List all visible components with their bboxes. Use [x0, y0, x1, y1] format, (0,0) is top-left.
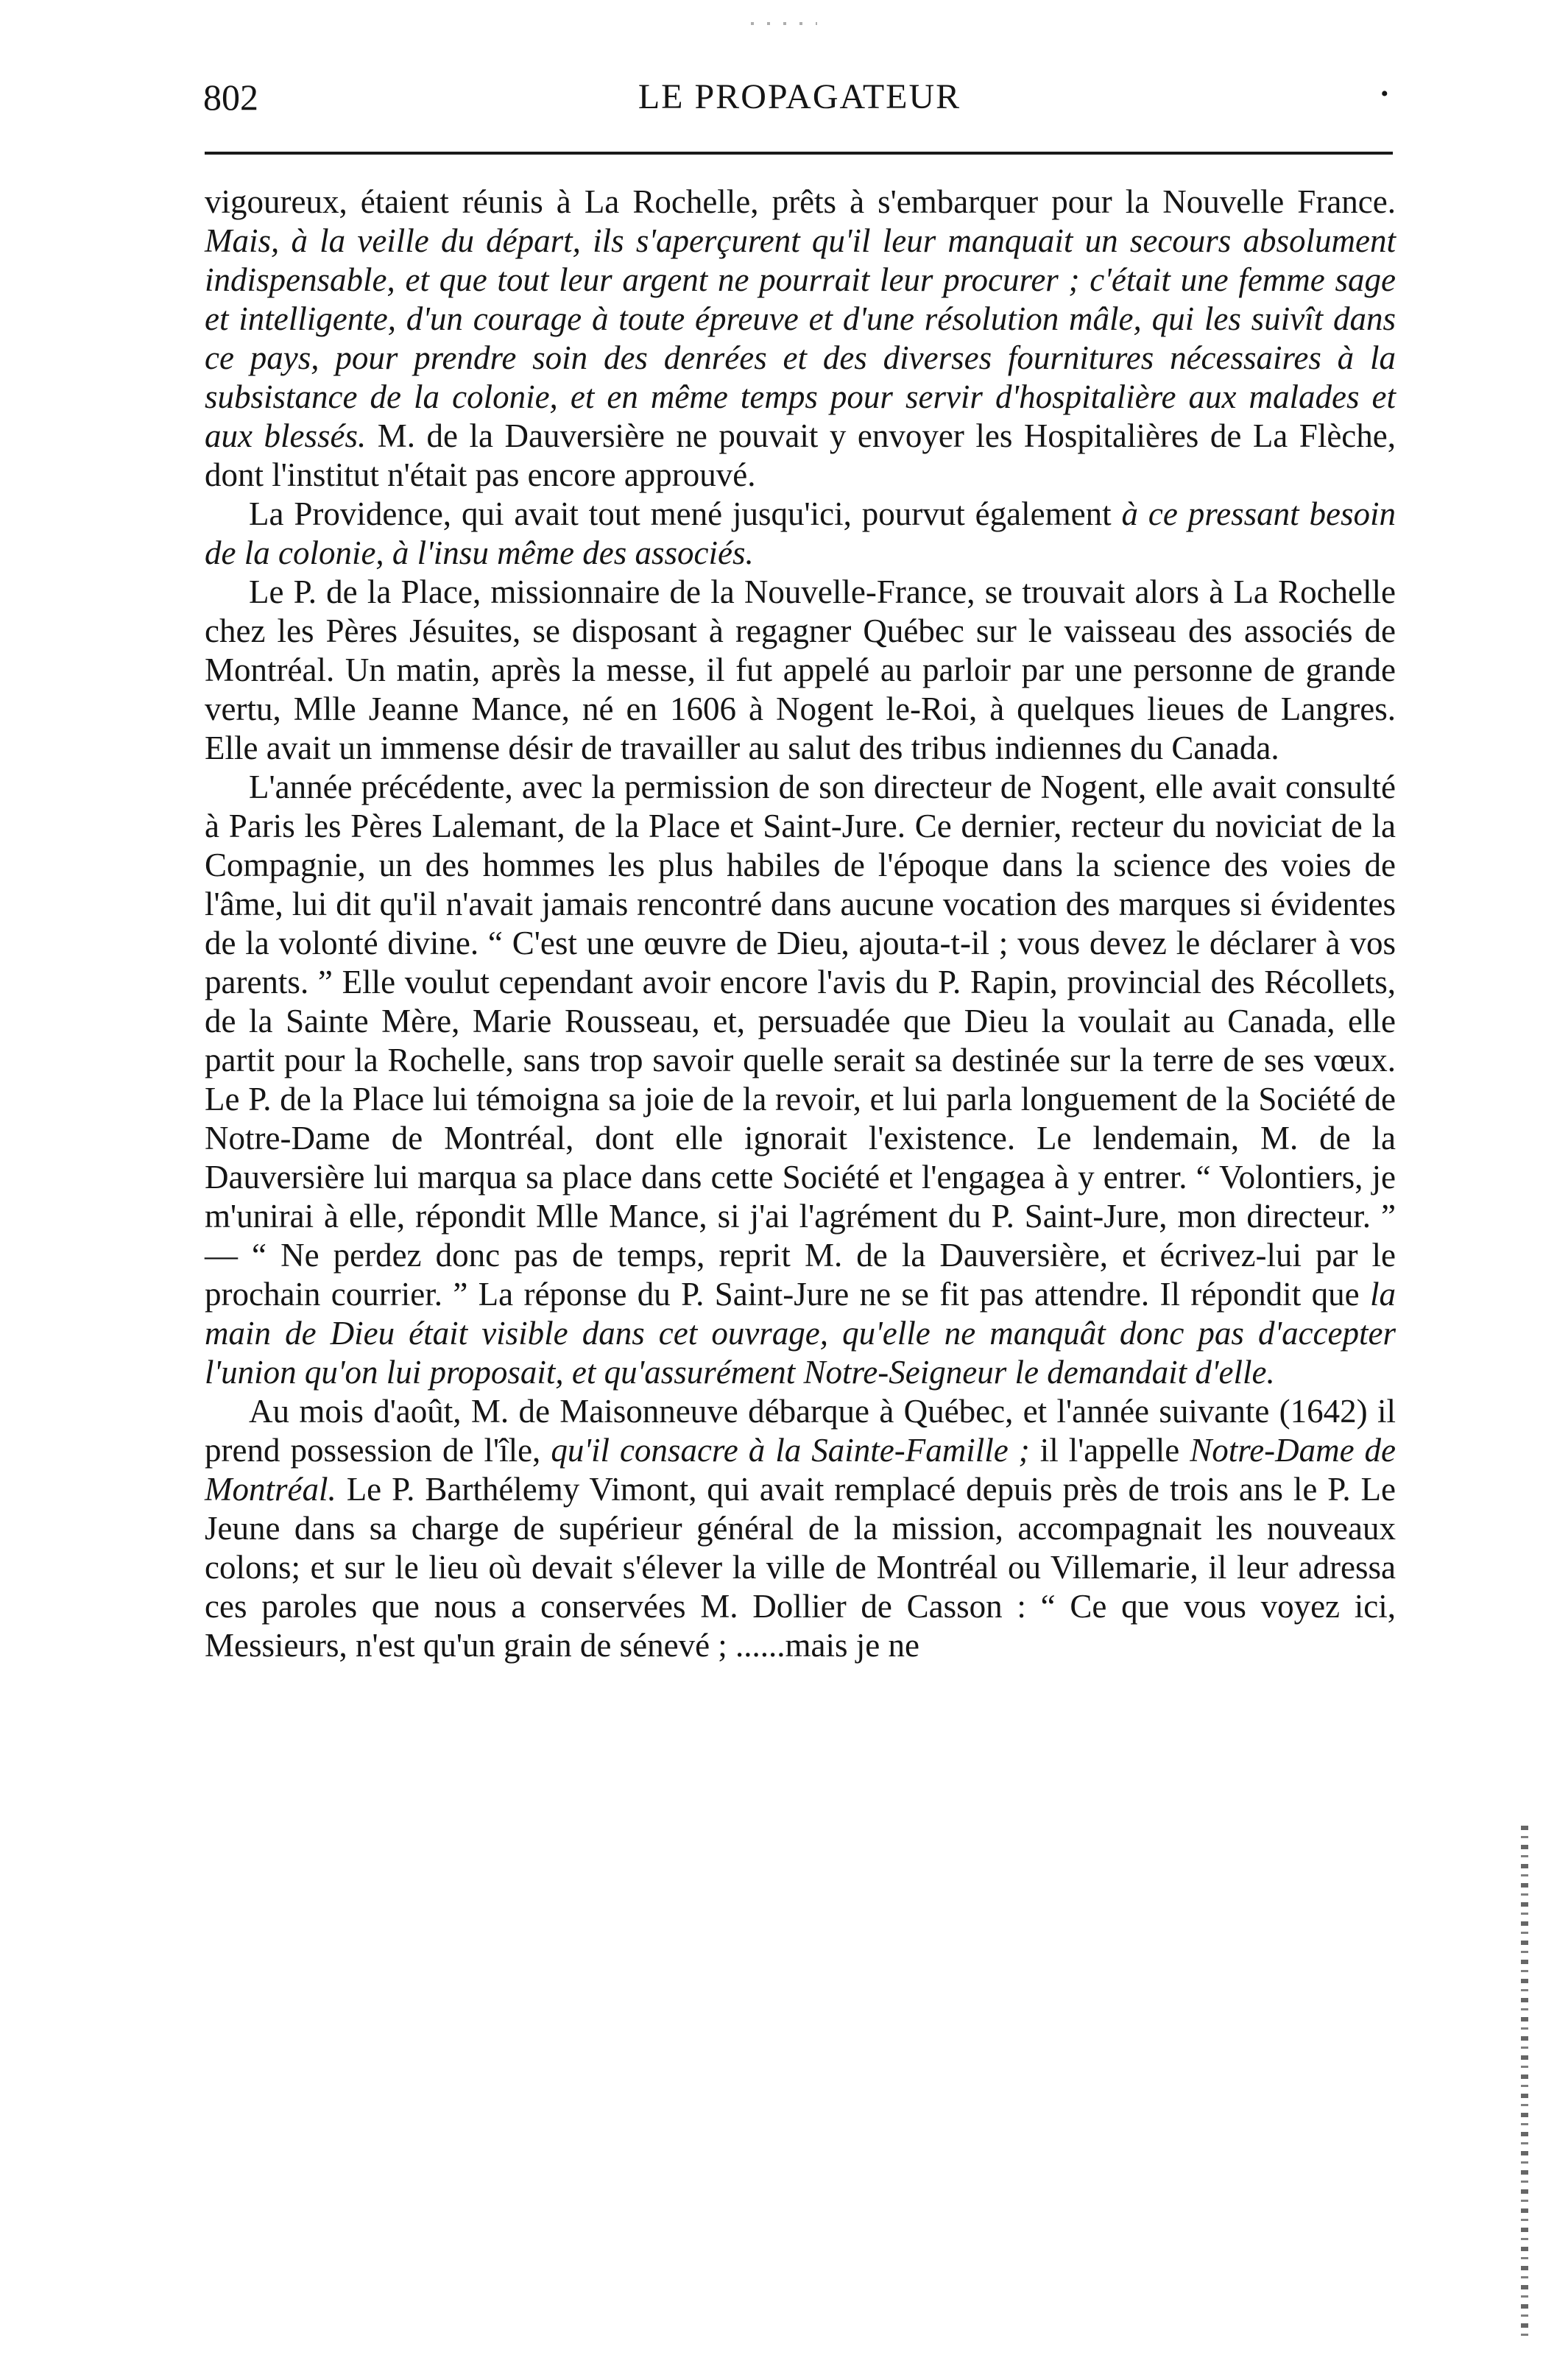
running-title: LE PROPAGATEUR [638, 77, 961, 116]
paragraph [205, 573, 1396, 768]
paragraph [205, 183, 1396, 495]
italic-text-run: la main de Dieu était visible dans cet ouvrage, qu'elle ne manquât donc pas d'accepter l'union qu'on lui proposait, et qu'assurément Notre-Seigneur le demandait d'elle. [205, 1276, 1396, 1391]
paragraph [205, 768, 1396, 1392]
italic-text-run: à ce pressant besoin de la colonie, à l'insu même des associés. [205, 495, 1396, 571]
header-mark: • [1380, 82, 1388, 106]
body-text [205, 183, 1396, 1665]
text-run: Le P. Barthélemy Vimont, qui avait remplacé depuis près de trois ans le P. Le Jeune dans sa charge de supérieur général de la mission, accompagnait les nouveaux colons; et sur le lieu où devait s'élever la ville de Montréal ou Villemarie, il leur adressa ces paroles que nous a conservées M. Dollier de Casson : “ Ce que vous voyez ici, Messieurs, n'est qu'un grain de sénevé ; ......mais je ne [205, 1471, 1396, 1664]
italic-text-run: qu'il consacre à la Sainte-Famille ; [551, 1432, 1030, 1469]
page-number: 802 [203, 77, 258, 118]
paragraph [205, 495, 1396, 573]
text-run: L'année précédente, avec la permission de son directeur de Nogent, elle avait consulté à Paris les Pères Lalemant, de la Place et Saint-Jure. Ce dernier, recteur du noviciat de la Compagnie, un des hommes les plus habiles de l'époque dans la science des voies de l'âme, lui dit qu'il n'avait jamais rencontré dans aucune vocation des marques si évidentes de la volonté divine. “ C'est une œuvre de Dieu, ajouta-t-il ; vous devez le déclarer à vos parents. ” Elle voulut cependant avoir encore l'avis du P. Rapin, provincial des Récollets, de la Sainte Mère, Marie Rousseau, et, persuadée que Dieu la voulait au Canada, elle partit pour la Rochelle, sans trop savoir quelle serait sa destinée sur la terre de ses vœux. Le P. de la Place lui témoigna sa joie de la revoir, et lui parla longuement de la Société de Notre-Dame de Montréal, dont elle ignorait l'existence. Le lendemain, M. de la Dauversière lui marqua sa place dans cette Société et l'engagea à y entrer. “ Volontiers, je m'unirai à elle, répondit Mlle Mance, si j'ai l'agrément du P. Saint-Jure, mon directeur. ” — “ Ne perdez donc pas de temps, reprit M. de la Dauversière, et écrivez-lui par le prochain courrier. ” La réponse du P. Saint-Jure ne se fit pas attendre. Il répondit que [205, 769, 1396, 1313]
text-run: Au mois d'août, M. de Maisonneuve débarque à Québec, et l'année suivante (1642) il prend possession de l'île, [205, 1393, 1396, 1469]
italic-text-run: Mais, à la veille du départ, ils s'aperçurent qu'il leur manquait un secours absolument indispensable, et que tout leur argent ne pourrait leur procurer ; c'était une femme sage et intelligente, d'un courage à toute épreuve et d'une résolution mâle, qui les suivît dans ce pays, pour prendre soin des denrées et des diverses fournitures nécessaires à la subsistance de la colonie, et en même temps pour servir d'hospitalière aux malades et aux blessés. [205, 222, 1396, 454]
scan-edge-specks [1521, 1826, 1528, 2341]
text-run: il l'appelle [1029, 1432, 1190, 1469]
text-run: M. de la Dauversière ne pouvait y envoyer les Hospitalières de La Flèche, dont l'institut n'était pas encore approuvé. [205, 417, 1396, 493]
italic-text-run: Notre-Dame de Montréal. [205, 1432, 1397, 1508]
running-header [203, 68, 1396, 127]
text-run: vigoureux, étaient réunis à La Rochelle, prêts à s'embarquer pour la Nouvelle France. [205, 183, 1396, 220]
text-run: La Providence, qui avait tout mené jusqu'ici, pourvut également [249, 495, 1122, 532]
header-rule [205, 152, 1393, 155]
print-specks [751, 22, 817, 25]
paragraph [205, 1392, 1396, 1665]
text-run: Le P. de la Place, missionnaire de la Nouvelle-France, se trouvait alors à La Rochelle chez les Pères Jésuites, se disposant à regagner Québec sur le vaisseau des associés de Montréal. Un matin, après la messe, il fut appelé au parloir par une personne de grande vertu, Mlle Jeanne Mance, né en 1606 à Nogent le-Roi, à quelques lieues de Langres. Elle avait un immense désir de travailler au salut des tribus indiennes du Canada. [205, 573, 1396, 766]
